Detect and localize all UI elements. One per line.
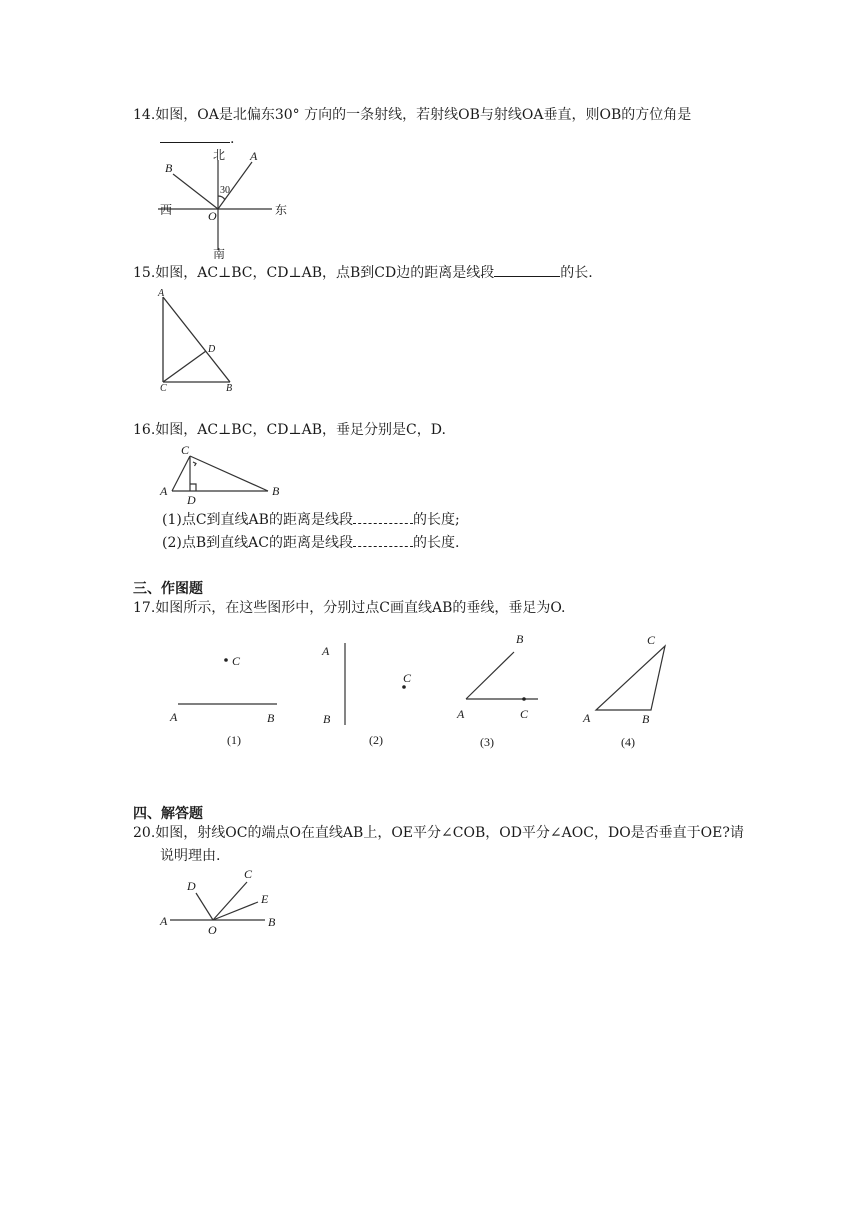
q17-f1-label-a: A — [170, 710, 178, 724]
q17-f1-label-b: B — [267, 711, 275, 725]
q14-label-o: O — [208, 209, 217, 223]
q20-label-e: E — [261, 892, 269, 906]
q16-label-b: B — [272, 484, 280, 498]
section4-heading: 四、解答题 — [133, 806, 203, 822]
q17-f3-label-c: C — [520, 707, 529, 721]
q17-f2-label-c: C — [403, 671, 412, 685]
q16-intro: 16.如图，AC⊥BC，CD⊥AB，垂足分别是C，D. — [133, 422, 446, 438]
q20-line2: 说明理由. — [160, 848, 221, 864]
q20-label-d: D — [187, 879, 196, 893]
q14-label-west: 西 — [160, 203, 173, 217]
q15-label-d: D — [208, 344, 216, 355]
q17-f4-label-c: C — [647, 633, 656, 647]
q16-label-a: A — [160, 484, 168, 498]
q15-label-b: B — [226, 383, 233, 394]
q15-label-c: C — [160, 383, 167, 394]
q14-line2: . — [160, 128, 234, 149]
q20-label-b: B — [268, 915, 276, 929]
q14-label-east: 东 — [275, 203, 288, 217]
q17-f3-label-b: B — [516, 632, 524, 646]
q14-label-south: 南 — [213, 247, 226, 261]
q17-f4-label-b: B — [642, 712, 650, 726]
q14-line1: 14.如图，OA是北偏东30° 方向的一条射线，若射线OB与射线OA垂直，则OB的方位角是 — [133, 107, 692, 123]
q20-ray-oe — [213, 902, 258, 920]
q17-f1-label-c: C — [232, 654, 241, 668]
q17-f2-label-a: A — [322, 644, 330, 658]
q20-label-c: C — [244, 867, 253, 881]
q17-text: 17.如图所示，在这些图形中，分别过点C画直线AB的垂线，垂足为O. — [133, 600, 566, 616]
q17-f4-caption: (4) — [621, 735, 635, 749]
q20-ray-od — [196, 893, 213, 920]
q17-f2-label-b: B — [323, 712, 331, 726]
q14-label-angle: 30 — [220, 185, 230, 196]
q14-label-a: A — [250, 149, 258, 163]
q16-sub1: (1)点C到直线AB的距离是线段 的长度; — [162, 509, 460, 530]
q17-f2-caption: (2) — [369, 733, 383, 747]
q20-label-o: O — [208, 923, 217, 937]
q17-f4-label-a: A — [583, 711, 591, 725]
q14-label-north: 北 — [213, 148, 226, 162]
q20-ray-oc — [213, 882, 247, 920]
q16-sub2: (2)点B到直线AC的距离是线段 的长度. — [162, 532, 459, 553]
q14-label-b: B — [165, 161, 173, 175]
section3-heading: 三、作图题 — [133, 581, 203, 597]
q16-label-d: D — [187, 493, 196, 507]
q17-f3-label-a: A — [457, 707, 465, 721]
q17-f1-caption: (1) — [227, 733, 241, 747]
q15-text: 15.如图，AC⊥BC，CD⊥AB，点B到CD边的距离是线段 的长. — [133, 262, 593, 283]
q17-f3-caption: (3) — [480, 735, 494, 749]
q20-label-a: A — [160, 914, 168, 928]
q20-line1: 20.如图，射线OC的端点O在直线AB上，OE平分∠COB，OD平分∠AOC，DO是否垂直于OE?请 — [133, 825, 744, 841]
q15-label-a: A — [158, 288, 165, 299]
q16-label-c: C — [181, 443, 190, 457]
